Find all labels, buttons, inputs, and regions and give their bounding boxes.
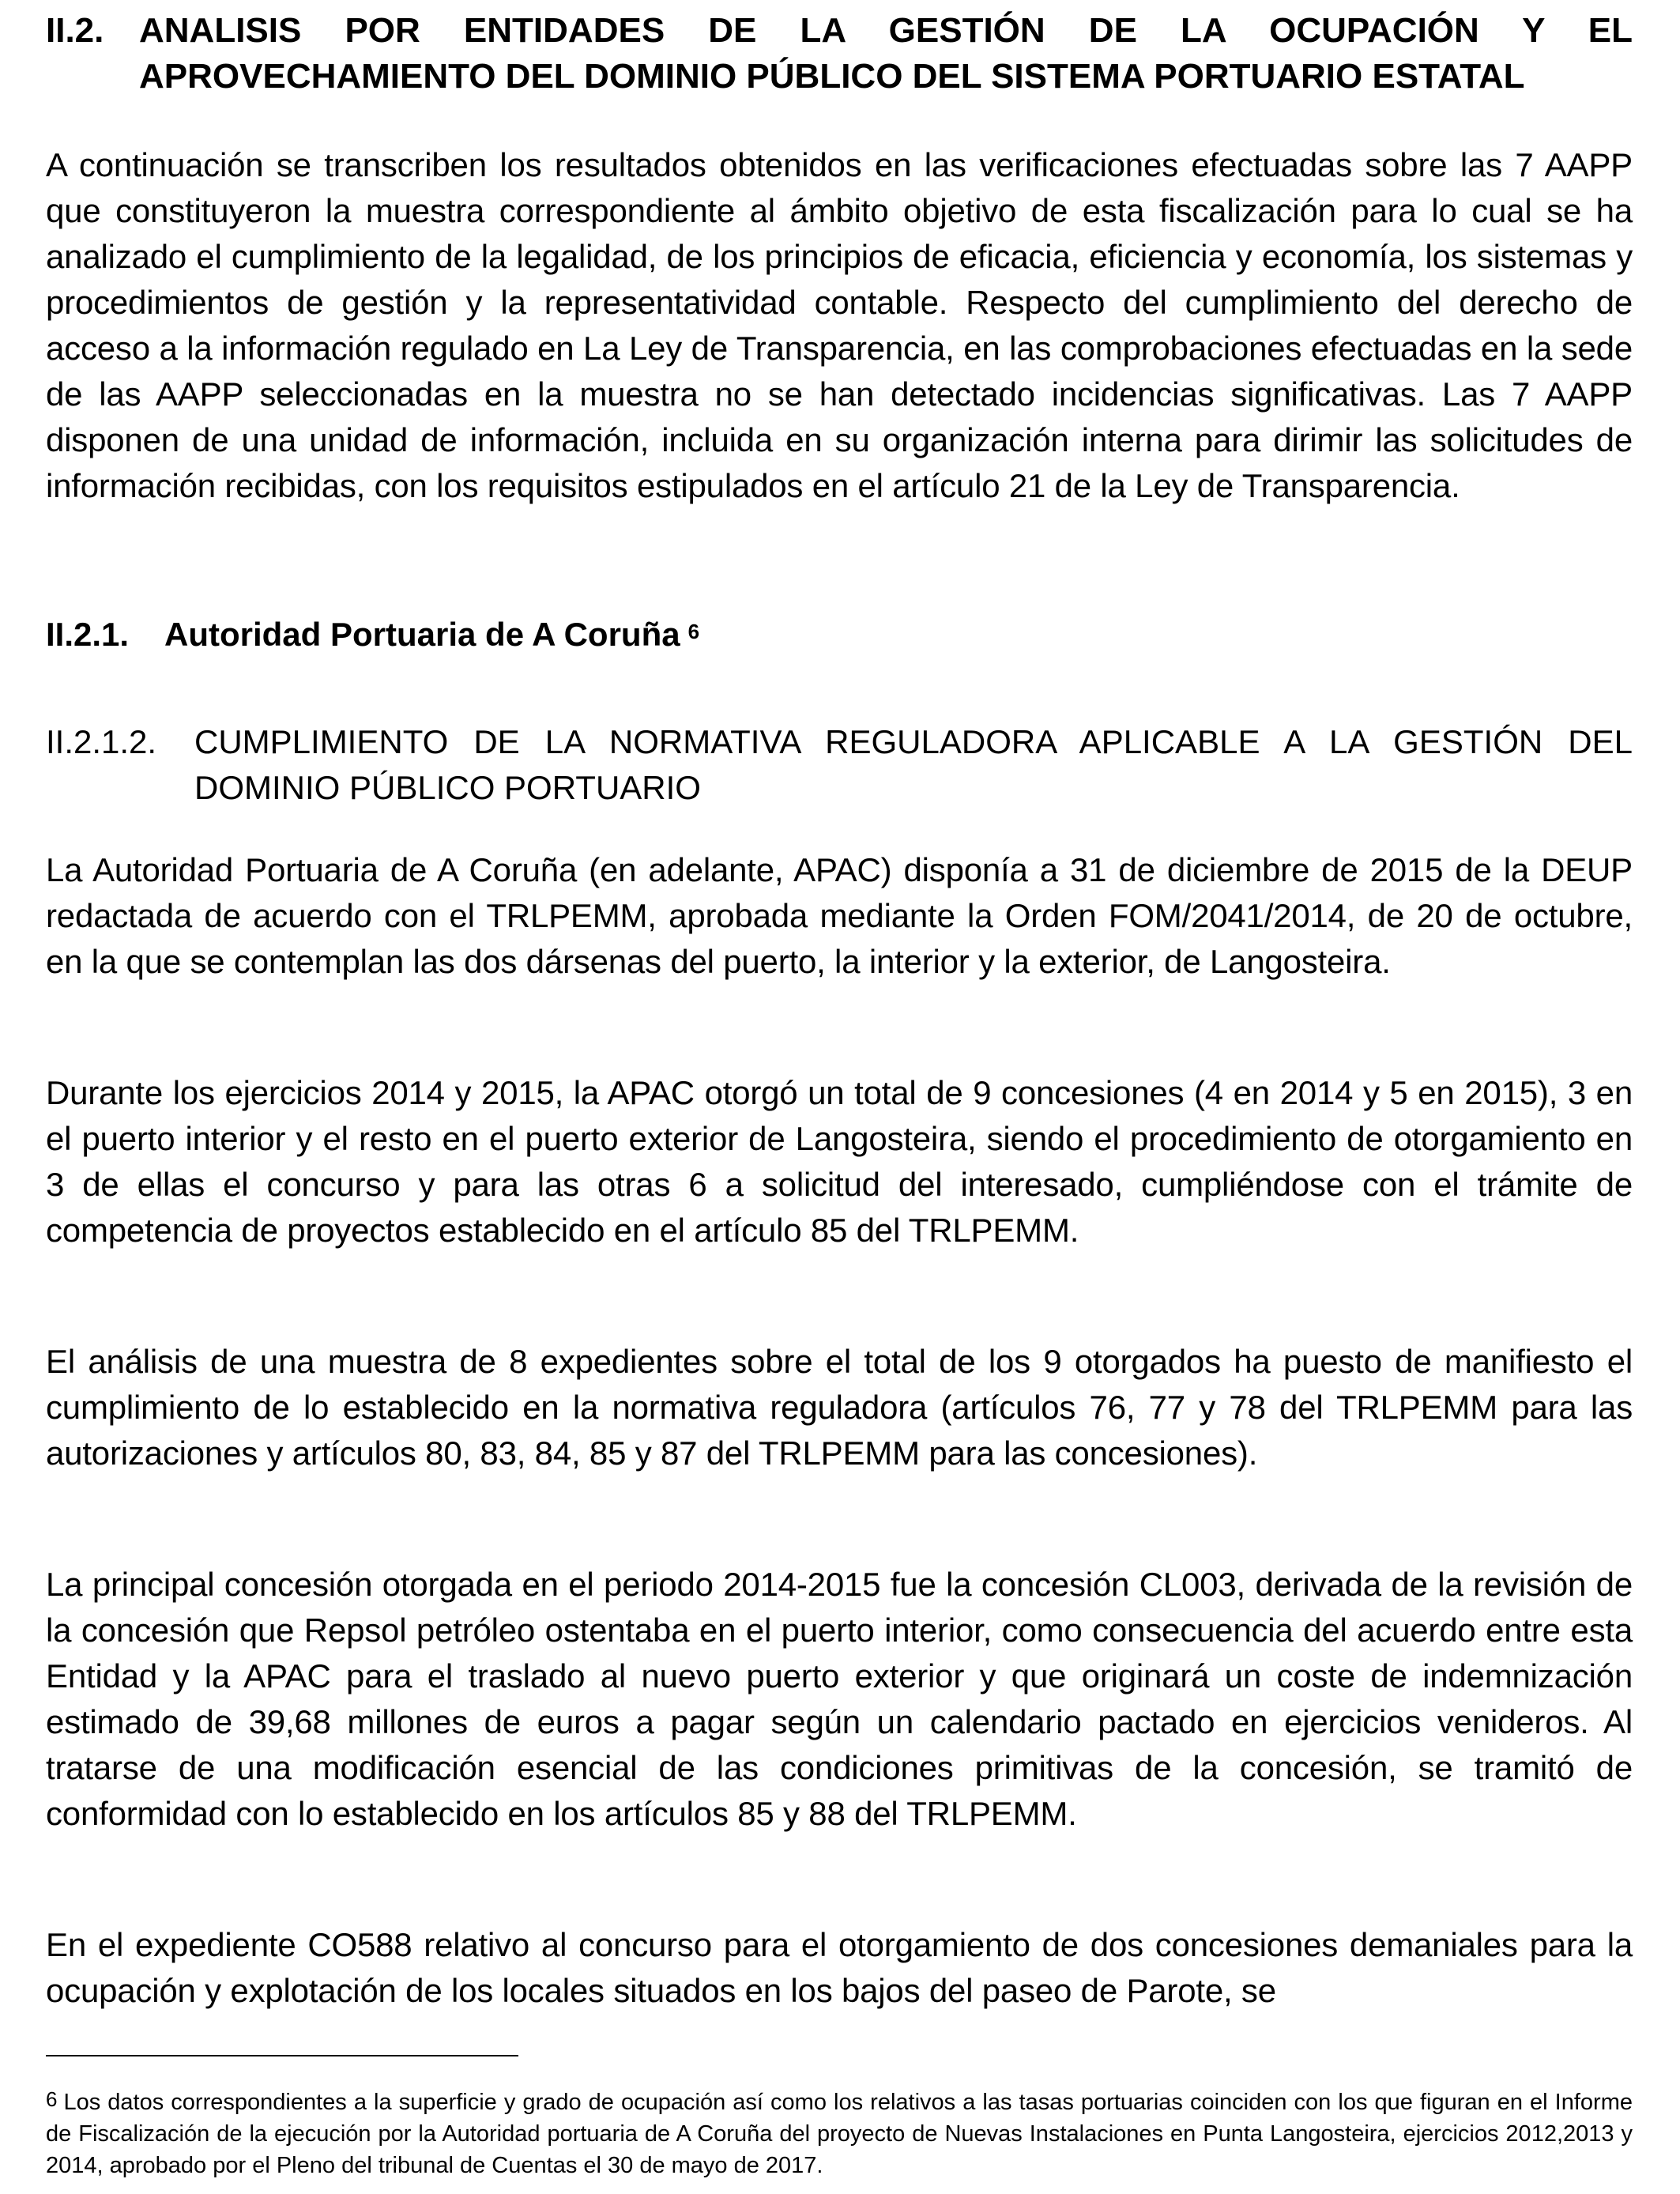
paragraph-cl003: La principal concesión otorgada en el periodo 2014-2015 fue la concesión CL003, derivada de la revisión de la concesión que Repsol petróleo ostentaba en el puerto interior, como consecuencia del acuerdo entre esta Entidad y la APAC para el traslado al nuevo puerto exterior y que originará un coste de indemnización estimado de 39,68 millones de euros a pagar según un calendario pactado en ejercicios venideros. Al tratarse de una modificación esencial de las condiciones primitivas de la concesión, se tramitó de conformidad con lo establecido en los artículos 85 y 88 del TRLPEMM.: [46, 1566, 1633, 1832]
footnote-ref[interactable]: 6: [687, 620, 700, 643]
intro-paragraph: A continuación se transcriben los resultados obtenidos en las verificaciones efectuadas sobre las 7 AAPP que constituyeron la muestra correspondiente al ámbito objetivo de esta fiscalización para lo cual se ha analizado el cumplimiento de la legalidad, de los principios de eficacia, eficiencia y economía, los sistemas y procedimientos de gestión y la representatividad contable. Respecto del cumplimiento del derecho de acceso a la información regulado en La Ley de Transparencia, en las comprobaciones efectuadas en la sede de las AAPP seleccionadas en la muestra no se han detectado incidencias significativas. Las 7 AAPP disponen de una unidad de información, incluida en su organización interna para dirimir las solicitudes de información recibidas, con los requisitos estipulados en el artículo 21 de la Ley de Transparencia.: [46, 146, 1633, 504]
paragraph-concesiones: Durante los ejercicios 2014 y 2015, la APAC otorgó un total de 9 concesiones (4 en 2014 y 5 en 2015), 3 en el puerto interior y el resto en el puerto exterior de Langosteira, siendo el procedimiento de otorgamiento en 3 de ellas el concurso y para las otras 6 a solicitud del interesado, cumpliéndose con el trámite de competencia de proyectos establecido en el artículo 85 del TRLPEMM.: [46, 1074, 1633, 1249]
footnote-text: Los datos correspondientes a la superficie y grado de ocupación así como los relativos a las tasas portuarias coinciden con los que figuran en el Informe de Fiscalización de la ejecución por la Autoridad portuaria de A Coruña del proyecto de Nuevas Instalaciones en Punta Langosteira, ejercicios 2012,2013 y 2014, aprobado por el Pleno del tribunal de Cuentas el 30 de mayo de 2017.: [46, 2090, 1633, 2178]
paragraph-muestra: El análisis de una muestra de 8 expedientes sobre el total de los 9 otorgados ha puesto de manifiesto el cumplimiento de lo establecido en la normativa reguladora (artículos 76, 77 y 78 del TRLPEMM para las autorizaciones y artículos 80, 83, 84, 85 y 87 del TRLPEMM para las concesiones).: [46, 1343, 1633, 1472]
section-title-line2: APROVECHAMIENTO DEL DOMINIO PÚBLICO DEL SISTEMA PORTUARIO ESTATAL: [139, 57, 1525, 96]
subsection-number: II.2.1.: [46, 616, 130, 653]
subsection-title: Autoridad Portuaria de A Coruña: [164, 616, 680, 653]
paragraph-deup: La Autoridad Portuaria de A Coruña (en adelante, APAC) disponía a 31 de diciembre de 2015 de la DEUP redactada de acuerdo con el TRLPEMM, aprobada mediante la Orden FOM/2041/2014, de 20 de octubre, en la que se contemplan las dos dársenas del puerto, la interior y la exterior, de Langosteira.: [46, 851, 1633, 980]
subsubsection-title: [194, 719, 1633, 811]
section-title-line1: ANALISIS POR ENTIDADES DE LA GESTIÓN DE LA OCUPACIÓN Y EL: [139, 11, 1633, 50]
paragraph-co588: En el expediente CO588 relativo al concurso para el otorgamiento de dos concesiones demaniales para la ocupación y explotación de los locales situados en los bajos del paseo de Parote, se: [46, 1926, 1633, 2009]
subsubsection-title-line1: CUMPLIMIENTO DE LA NORMATIVA REGULADORA APLICABLE A LA GESTIÓN DEL: [194, 723, 1633, 760]
subsection-heading: [46, 612, 699, 658]
footnote: [46, 2087, 1633, 2181]
subsubsection-number: II.2.1.2.: [46, 723, 157, 760]
footnote-number: 6: [46, 2087, 58, 2111]
subsubsection-title-line2: DOMINIO PÚBLICO PORTUARIO: [194, 769, 701, 806]
footnote-separator: [46, 2055, 518, 2056]
section-number: II.2.: [46, 11, 104, 50]
section-heading: [46, 8, 1633, 100]
section-title: [139, 8, 1633, 100]
subsubsection-heading: [46, 719, 1633, 811]
